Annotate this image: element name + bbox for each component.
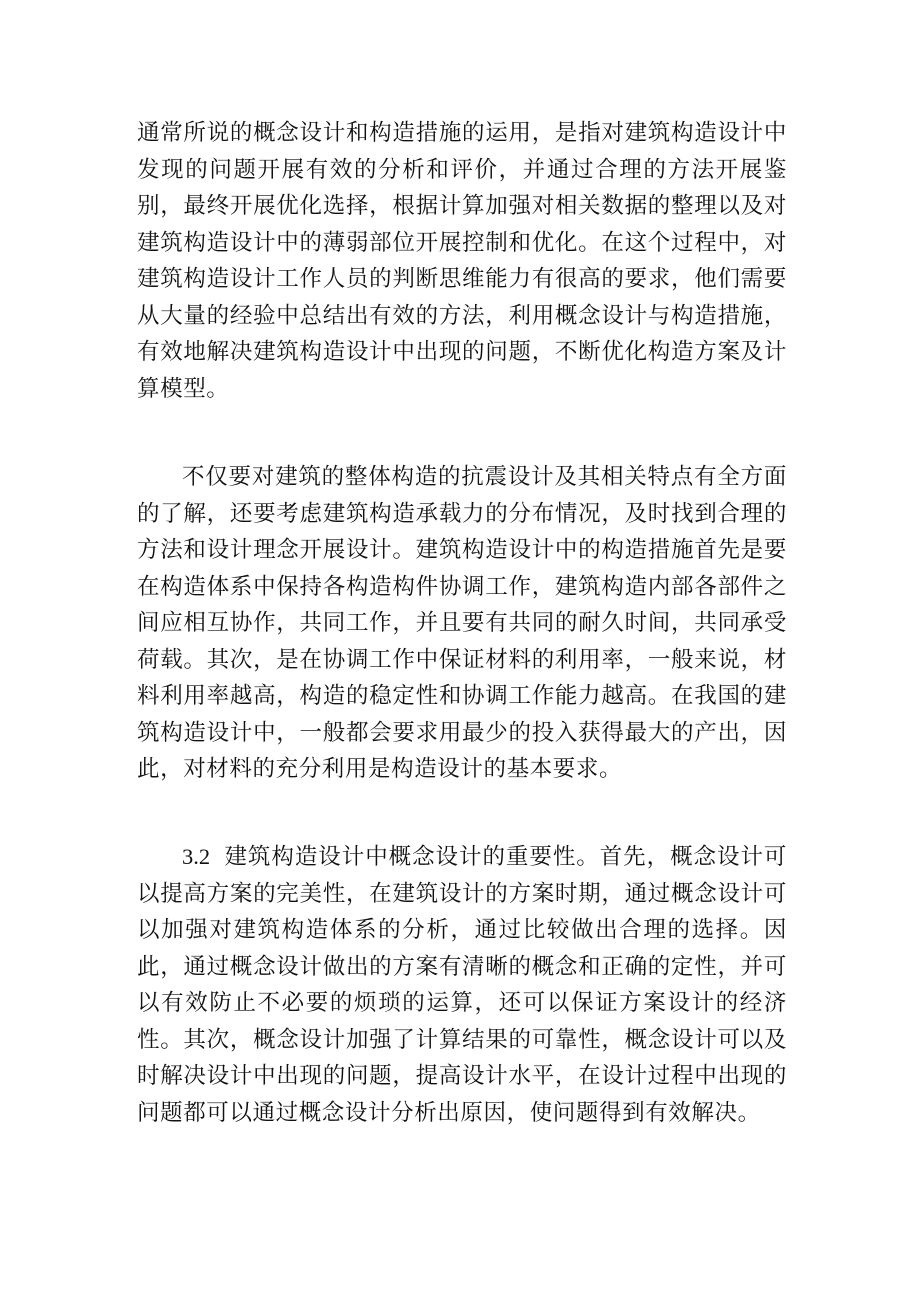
- section-number: 3.2: [182, 844, 211, 869]
- body-text-block: [137, 839, 787, 1131]
- body-text-block: [137, 459, 787, 788]
- paragraph-section-3-2: [137, 839, 787, 1131]
- paragraph-concept-design-usage: 通常所说的概念设计和构造措施的运用，是指对建筑构造设计中发现的问题开展有效的分析和评价，并通过合理的方法开展鉴别，最终开展优化选择，根据计算加强对相关数据的整理以及对建筑构造设计中的薄弱部位开展控制和优化。在这个过程中，对建筑构造设计工作人员的判断思维能力有很高的要求，他们需要从大量的经验中总结出有效的方法，利用概念设计与构造措施，有效地解决建筑构造设计中出现的问题，不断优化构造方案及计算模型。: [137, 120, 787, 402]
- section-3-2-text: 建筑构造设计中概念设计的重要性。首先，概念设计可以提高方案的完美性，在建筑设计的方案时期，通过概念设计可以加强对建筑构造体系的分析，通过比较做出合理的选择。因此，通过概念设计做出的方案有清晰的概念和正确的定性，并可以有效防止不必要的烦琐的运算，还可以保证方案设计的经济性。其次，概念设计加强了计算结果的可靠性，概念设计可以及时解决设计中出现的问题，提高设计水平，在设计过程中出现的问题都可以通过概念设计分析出原因，使问题得到有效解决。: [137, 844, 787, 1126]
- paragraph-structural-measures: 不仅要对建筑的整体构造的抗震设计及其相关特点有全方面的了解，还要考虑建筑构造承载力的分布情况，及时找到合理的方法和设计理念开展设计。建筑构造设计中的构造措施首先是要在构造体系中保持各构造构件协调工作，建筑构造内部各部件之间应相互协作，共同工作，并且要有共同的耐久时间，共同承受荷载。其次，是在协调工作中保证材料的利用率，一般来说，材料利用率越高，构造的稳定性和协调工作能力越高。在我国的建筑构造设计中，一般都会要求用最少的投入获得最大的产出，因此，对材料的充分利用是构造设计的基本要求。: [137, 464, 787, 782]
- body-text-block: [137, 115, 787, 407]
